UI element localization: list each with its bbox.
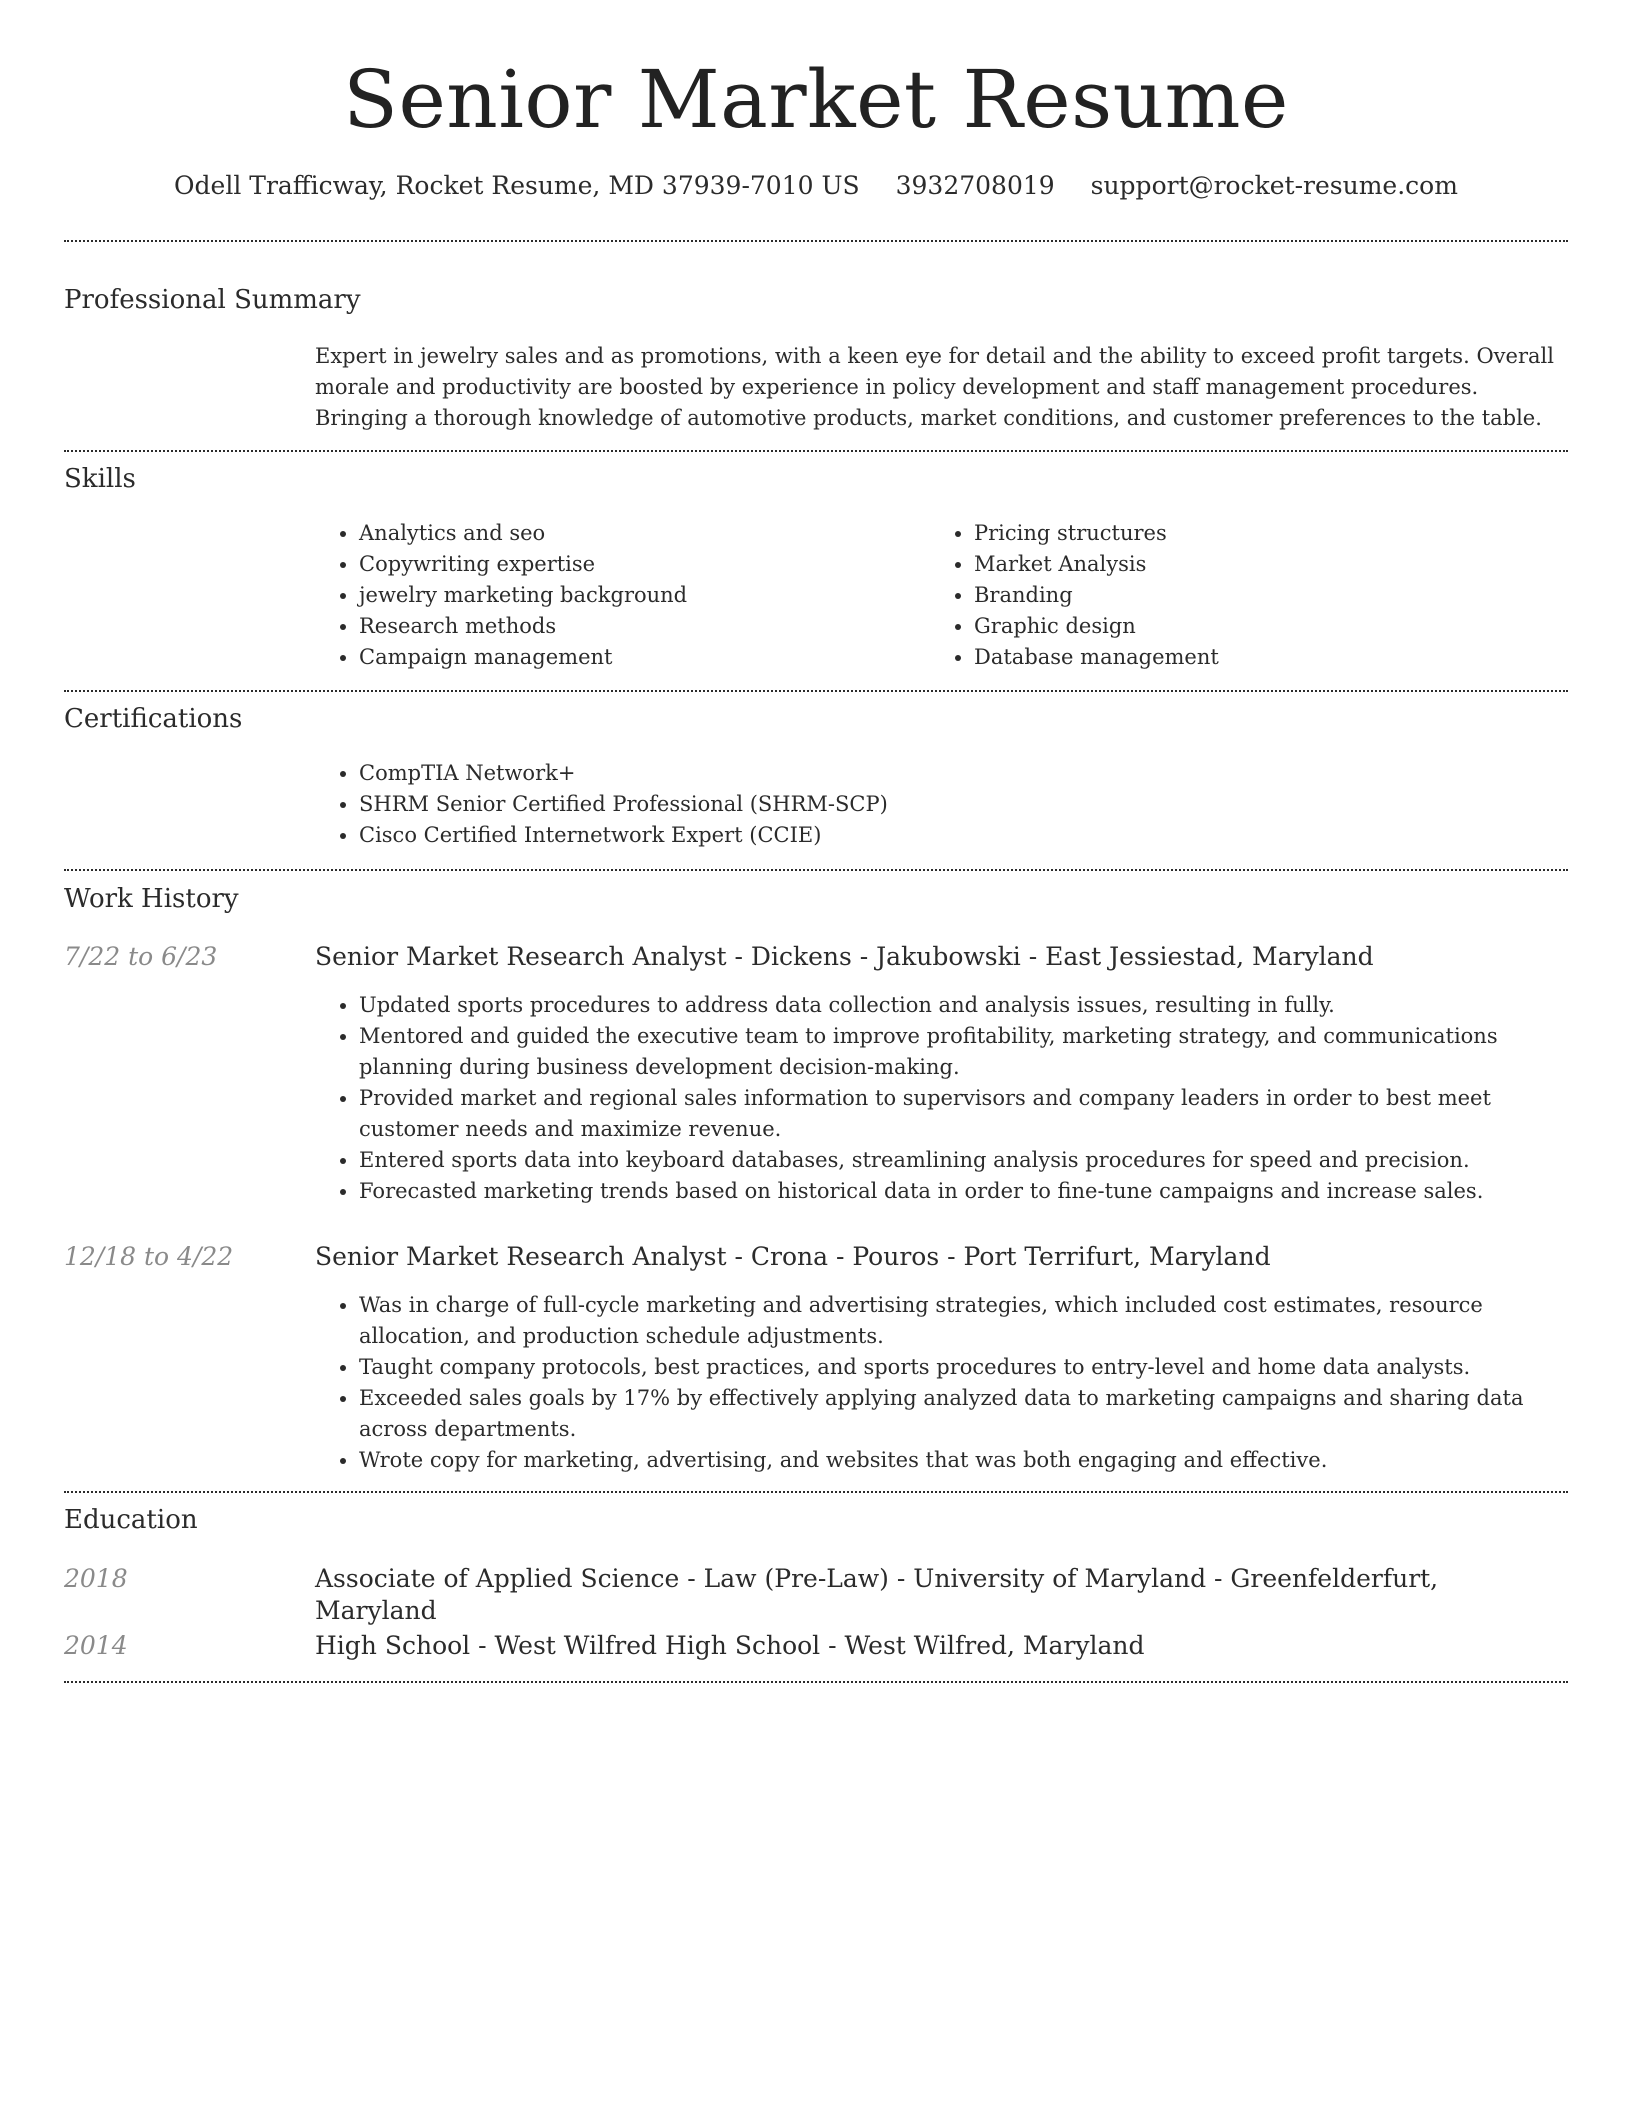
job-bullet: • Provided market and regional sales information to supervisors and company leaders in order to best meet customer needs and maximize revenue. — [359, 1083, 1579, 1145]
divider — [64, 1491, 1568, 1493]
skill-item: • Pricing structures — [974, 518, 1574, 549]
section-title-summary: Professional Summary — [64, 285, 361, 315]
skill-item: • Analytics and seo — [359, 518, 919, 549]
job-bullets — [315, 990, 1579, 1207]
section-title-certifications: Certifications — [64, 704, 243, 734]
education-year: 2014 — [64, 1631, 128, 1660]
job-bullet: • Updated sports procedures to address data collection and analysis issues, resulting in fully. — [359, 990, 1579, 1021]
summary-text: Expert in jewelry sales and as promotions, with a keen eye for detail and the ability to exceed profit targets. Overall morale and productivity are boosted by experience in policy development and staff management procedures. Bringing a thorough knowledge of automotive products, market conditions, and customer preferences to the table. — [315, 344, 1554, 430]
contact-line — [0, 170, 1632, 202]
divider — [64, 450, 1568, 452]
job-bullet: • Wrote copy for marketing, advertising, and websites that was both engaging and effective. — [359, 1445, 1579, 1476]
resume-name: Senior Market Resume — [343, 53, 1289, 146]
certifications-list — [315, 758, 1559, 851]
education-year: 2018 — [64, 1564, 128, 1593]
job-bullet: • Mentored and guided the executive team to improve profitability, marketing strategy, and communications planning during business development decision-making. — [359, 1021, 1579, 1083]
skills-list-right — [930, 518, 1574, 673]
job-dates: 12/18 to 4/22 — [64, 1242, 234, 1271]
skill-item: • Market Analysis — [974, 549, 1574, 580]
education-entry: Associate of Applied Science - Law (Pre-Law) - University of Maryland - Greenfelderfurt, Maryland — [315, 1564, 1439, 1625]
job-title: Senior Market Research Analyst - Dickens - Jakubowski - East Jessiestad, Maryland — [315, 942, 1374, 971]
section-title-education: Education — [64, 1505, 198, 1535]
section-title-work-history: Work History — [64, 884, 239, 914]
contact-phone: 3932708019 — [895, 171, 1055, 200]
skills-list-left — [315, 518, 919, 673]
divider — [64, 1681, 1568, 1683]
job-bullet: • Entered sports data into keyboard databases, streamlining analysis procedures for speed and precision. — [359, 1145, 1579, 1176]
certification-item: • Cisco Certified Internetwork Expert (CCIE) — [359, 820, 1559, 851]
skill-item: • Database management — [974, 642, 1574, 673]
skill-item: • Campaign management — [359, 642, 919, 673]
job-dates: 7/22 to 6/23 — [64, 942, 218, 971]
contact-address: Odell Trafficway, Rocket Resume, MD 37939-7010 US — [174, 171, 860, 200]
divider — [64, 869, 1568, 871]
certification-item: • CompTIA Network+ — [359, 758, 1559, 789]
divider — [64, 690, 1568, 692]
job-bullets — [315, 1290, 1579, 1476]
skill-item: • Research methods — [359, 611, 919, 642]
job-title: Senior Market Research Analyst - Crona - Pouros - Port Terrifurt, Maryland — [315, 1242, 1271, 1271]
skill-item: • Graphic design — [974, 611, 1574, 642]
certification-item: • SHRM Senior Certified Professional (SHRM-SCP) — [359, 789, 1559, 820]
contact-email: support@rocket-resume.com — [1090, 171, 1458, 200]
skill-item: • jewelry marketing background — [359, 580, 919, 611]
divider — [64, 240, 1568, 242]
job-bullet: • Was in charge of full-cycle marketing and advertising strategies, which included cost estimates, resource allocation, and production schedule adjustments. — [359, 1290, 1579, 1352]
section-title-skills: Skills — [64, 464, 136, 494]
job-bullet: • Taught company protocols, best practices, and sports procedures to entry-level and home data analysts. — [359, 1352, 1579, 1383]
skill-item: • Copywriting expertise — [359, 549, 919, 580]
job-bullet: • Forecasted marketing trends based on historical data in order to fine-tune campaigns and increase sales. — [359, 1176, 1579, 1207]
education-entry: High School - West Wilfred High School - West Wilfred, Maryland — [315, 1631, 1145, 1660]
skill-item: • Branding — [974, 580, 1574, 611]
job-bullet: • Exceeded sales goals by 17% by effectively applying analyzed data to marketing campaigns and sharing data across departments. — [359, 1383, 1579, 1445]
